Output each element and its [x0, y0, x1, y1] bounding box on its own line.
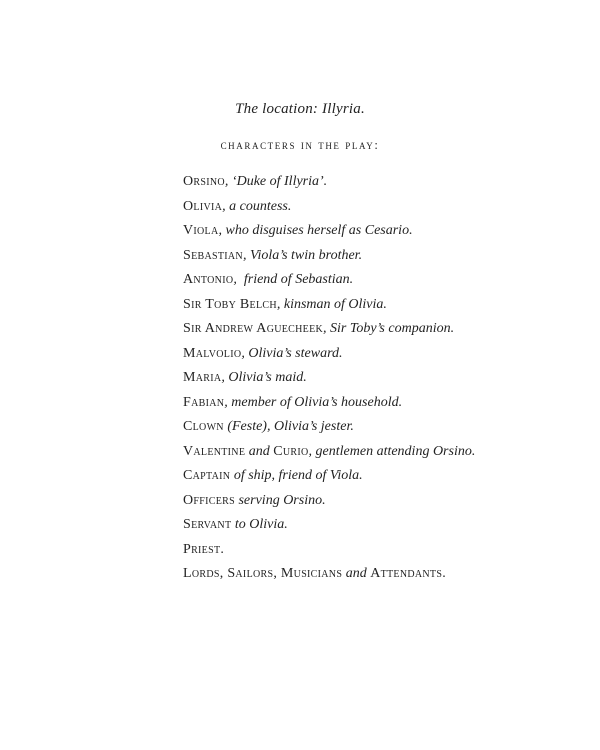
character-name: Sir Andrew Aguecheek: [183, 321, 324, 336]
cast-entry-valentine-curio: [183, 440, 475, 465]
cast-entry-priest: [183, 538, 475, 563]
cast-entry-lords-attendants: [183, 562, 475, 587]
character-name: Valentine: [183, 443, 246, 459]
character-name: Viola: [183, 223, 219, 238]
character-description: , ‘Duke of Illyria’.: [224, 174, 328, 189]
character-description: , kinsman of Olivia.: [276, 296, 387, 312]
cast-list: [183, 170, 475, 587]
character-name: Olivia: [183, 198, 223, 214]
character-name: Sir Toby Belch: [183, 296, 277, 312]
cast-heading: characters in the play:: [220, 138, 380, 152]
cast-entry-antonio: [183, 268, 475, 293]
character-description: , gentlemen attending Orsino.: [308, 443, 476, 459]
character-name: Malvolio: [183, 345, 242, 361]
character-alias: (Feste): [223, 419, 267, 434]
character-name-second: Curio: [273, 443, 309, 459]
cast-entry-orsino: [183, 170, 475, 195]
conjunction: and: [245, 443, 274, 459]
character-name: Sebastian: [183, 247, 243, 263]
cast-entry-olivia: [183, 195, 475, 220]
cast-entry-malvolio: [183, 342, 475, 367]
character-description: .: [220, 541, 224, 557]
cast-entry-maria: [183, 366, 475, 391]
character-description: , member of Olivia’s household.: [224, 394, 403, 410]
character-description: , Olivia’s maid.: [221, 370, 307, 385]
character-name: Captain: [183, 468, 231, 483]
character-name: Fabian: [183, 394, 225, 410]
conjunction: and: [342, 566, 371, 581]
character-name: Lords, Sailors, Musicians: [183, 566, 343, 581]
character-description: serving Orsino.: [234, 492, 326, 508]
cast-entry-sir-toby-belch: [183, 293, 475, 318]
cast-entry-officers: [183, 489, 475, 514]
cast-entry-sebastian: [183, 244, 475, 269]
character-description: , Viola’s twin brother.: [242, 247, 363, 263]
cast-entry-servant: [183, 513, 475, 538]
character-name: Orsino: [183, 174, 225, 189]
character-description: , Sir Toby’s companion.: [323, 321, 455, 336]
character-description: , Olivia’s jester.: [266, 419, 354, 434]
character-description: , friend of Sebastian.: [233, 272, 354, 287]
cast-entry-sir-andrew-aguecheek: [183, 317, 475, 342]
cast-entry-viola: [183, 219, 475, 244]
character-name: Antonio: [183, 272, 234, 287]
character-name: Maria: [183, 370, 222, 385]
location-line: The location: Illyria.: [235, 101, 365, 117]
character-name: Clown: [183, 419, 224, 434]
character-description: , who disguises herself as Cesario.: [218, 223, 413, 238]
character-name: Servant: [183, 517, 232, 532]
cast-entry-clown: [183, 415, 475, 440]
character-description: , a countess.: [222, 198, 292, 214]
character-description: , Olivia’s steward.: [241, 345, 343, 361]
character-name: Priest: [183, 541, 221, 557]
cast-entry-fabian: [183, 391, 475, 416]
cast-entry-captain: [183, 464, 475, 489]
character-name-second: Attendants: [370, 566, 443, 581]
character-name: Officers: [183, 492, 235, 508]
character-description: of ship, friend of Viola.: [230, 468, 363, 483]
character-description: .: [442, 566, 446, 581]
character-description: to Olivia.: [231, 517, 288, 532]
